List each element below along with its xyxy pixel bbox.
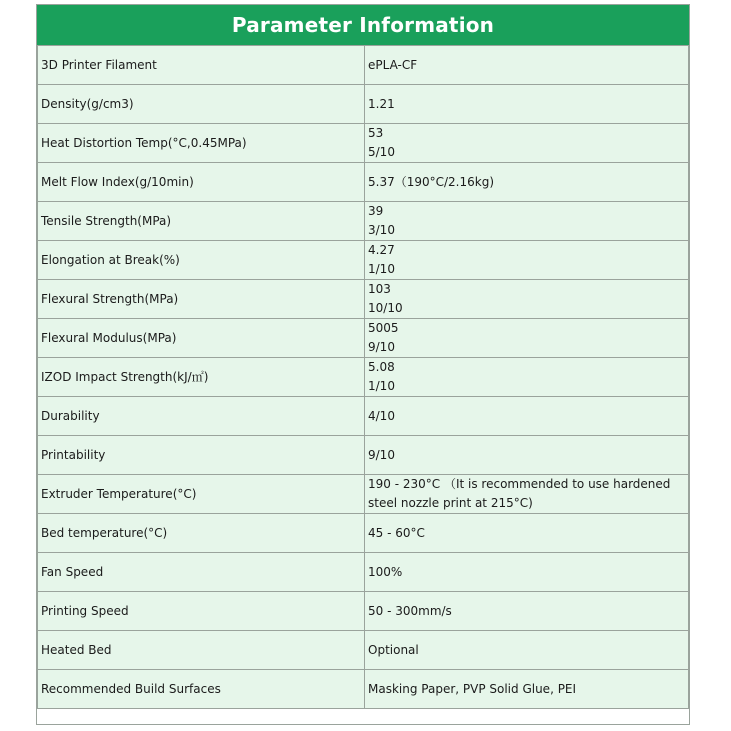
- parameter-label: Heated Bed: [38, 631, 365, 670]
- table-row: [38, 670, 689, 709]
- parameter-value-line: 50 - 300mm/s: [368, 603, 452, 618]
- parameter-value-line: 10/10: [368, 301, 403, 315]
- parameter-value: [365, 163, 689, 202]
- parameter-label: Printing Speed: [38, 592, 365, 631]
- table-row: [38, 436, 689, 475]
- table-row: [38, 514, 689, 553]
- parameter-value-line: 4.27: [368, 243, 395, 257]
- parameter-value: [365, 397, 689, 436]
- parameter-value: [365, 358, 689, 397]
- parameter-value: [365, 670, 689, 709]
- parameter-table-body: [38, 46, 689, 709]
- table-row: [38, 553, 689, 592]
- parameter-value-line: 45 - 60°C: [368, 525, 425, 540]
- table-title: Parameter Information: [37, 5, 689, 45]
- table-row: [38, 46, 689, 85]
- parameter-value-line: Optional: [368, 642, 419, 657]
- parameter-value-line: 4/10: [368, 408, 395, 423]
- parameter-label: Tensile Strength(MPa): [38, 202, 365, 241]
- parameter-label: Elongation at Break(%): [38, 241, 365, 280]
- table-row: [38, 397, 689, 436]
- parameter-label: Printability: [38, 436, 365, 475]
- parameter-table-container: [36, 4, 690, 725]
- parameter-label: Flexural Modulus(MPa): [38, 319, 365, 358]
- parameter-value: [365, 475, 689, 514]
- parameter-label: Extruder Temperature(°C): [38, 475, 365, 514]
- parameter-value-line: 100%: [368, 564, 403, 579]
- table-row: [38, 124, 689, 163]
- parameter-label: Melt Flow Index(g/10min): [38, 163, 365, 202]
- parameter-value-line: 190 - 230°C （It is recommended to use hardened: [368, 477, 671, 491]
- parameter-value: [365, 202, 689, 241]
- parameter-value-line: Masking Paper, PVP Solid Glue, PEI: [368, 681, 577, 696]
- table-row: [38, 241, 689, 280]
- parameter-label: Bed temperature(°C): [38, 514, 365, 553]
- parameter-value-line: 9/10: [368, 447, 395, 462]
- parameter-value-line: ePLA-CF: [368, 57, 418, 72]
- table-row: [38, 280, 689, 319]
- parameter-label: 3D Printer Filament: [38, 46, 365, 85]
- table-row: [38, 319, 689, 358]
- parameter-label: Flexural Strength(MPa): [38, 280, 365, 319]
- table-row: [38, 592, 689, 631]
- parameter-value: [365, 592, 689, 631]
- parameter-value-line: 5/10: [368, 145, 395, 159]
- table-row: [38, 358, 689, 397]
- table-row: [38, 85, 689, 124]
- parameter-value: [365, 319, 689, 358]
- table-row: [38, 631, 689, 670]
- parameter-value-line: 1/10: [368, 262, 395, 276]
- parameter-value-line: 5.37（190°C/2.16kg): [368, 174, 495, 189]
- parameter-label: Recommended Build Surfaces: [38, 670, 365, 709]
- parameter-label: Fan Speed: [38, 553, 365, 592]
- parameter-value: [365, 46, 689, 85]
- parameter-label: Durability: [38, 397, 365, 436]
- parameter-value: [365, 241, 689, 280]
- table-row: [38, 163, 689, 202]
- parameter-value: [365, 514, 689, 553]
- parameter-table: [37, 45, 689, 709]
- parameter-value: [365, 280, 689, 319]
- parameter-value-line: 5005: [368, 321, 399, 335]
- parameter-value: [365, 553, 689, 592]
- parameter-value-line: 1.21: [368, 96, 395, 111]
- parameter-value-line: 9/10: [368, 340, 395, 354]
- parameter-label: Density(g/cm3): [38, 85, 365, 124]
- table-row: [38, 202, 689, 241]
- parameter-value-line: 3/10: [368, 223, 395, 237]
- parameter-value: [365, 631, 689, 670]
- parameter-value: [365, 85, 689, 124]
- parameter-value: [365, 436, 689, 475]
- parameter-value-line: 39: [368, 204, 384, 218]
- table-row: [38, 475, 689, 514]
- parameter-value-line: 103: [368, 282, 391, 296]
- parameter-label: IZOD Impact Strength(kJ/㎡): [38, 358, 365, 397]
- parameter-value-line: 1/10: [368, 379, 395, 393]
- parameter-value-line: 5.08: [368, 360, 395, 374]
- parameter-value: [365, 124, 689, 163]
- parameter-value-line: steel nozzle print at 215°C): [368, 496, 533, 510]
- parameter-label: Heat Distortion Temp(°C,0.45MPa): [38, 124, 365, 163]
- parameter-value-line: 53: [368, 126, 384, 140]
